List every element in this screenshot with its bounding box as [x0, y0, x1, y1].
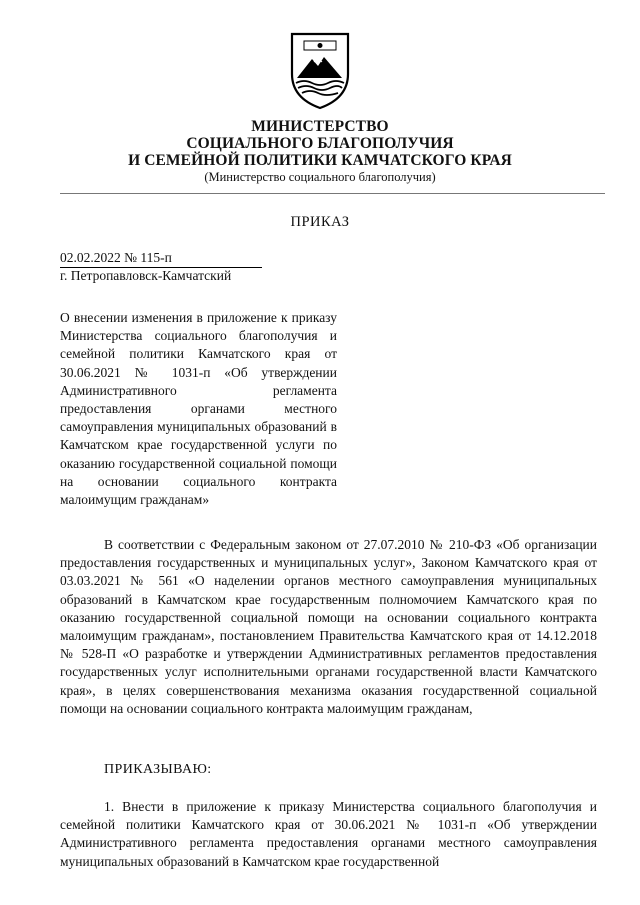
- header-divider: [60, 193, 605, 194]
- organization-name-line-2: СОЦИАЛЬНОГО БЛАГОПОЛУЧИЯ: [186, 135, 454, 152]
- order-word: ПРИКАЗЫВАЮ:: [104, 762, 212, 777]
- organization-short-name: (Министерство социального благополучия): [204, 170, 436, 184]
- organization-name-line-3: И СЕМЕЙНОЙ ПОЛИТИКИ КАМЧАТСКОГО КРАЯ: [128, 152, 512, 169]
- document-subject: О внесении изменения в приложение к приказу Министерства социального благополучия и семейной политики Камчатского края от 30.06.2021 № 1031-п «Об утверждении Административного регламента предоставления органами местного самоуправления муниципальных образований в Камчатском крае государственной услуги по оказанию государственной социальной помощи на основании социального контракта малоимущим гражданам»: [60, 310, 337, 508]
- place-of-issue: г. Петропавловск-Камчатский: [60, 268, 232, 283]
- preamble-paragraph: В соответствии с Федеральным законом от 27.07.2010 № 210-ФЗ «Об организации предоставления государственных и муниципальных услуг», Законом Камчатского края от 03.03.2021 № 561 «О наделении органов местного самоуправления муниципальных образований в Камчатском крае государственным полномочием Камчатского края по оказанию государственной социальной помощи на основании социального контракта малоимущим гражданам», постановлением Правительства Камчатского края от 14.12.2018 № 528-П «О разработке и утверждении Административных регламентов предоставления государственных услуг исполнительными органами государственной власти Камчатского края», в целях совершенствования механизма оказания государственной социальной помощи на основании социального контракта малоимущим гражданам,: [60, 537, 597, 716]
- document-type-title: ПРИКАЗ: [290, 214, 350, 230]
- order-item-1: 1. Внести в приложение к приказу Министерства социального благополучия и семейной политики Камчатского края от 30.06.2021 № 1031-п «Об утверждении Административного регламента предоставления органами местного самоуправления муниципальных образований в Камчатском крае государственной: [60, 799, 597, 869]
- date-number: 02.02.2022 № 115-п: [60, 250, 262, 268]
- coat-of-arms-icon: [284, 28, 356, 112]
- organization-name-line-1: МИНИСТЕРСТВО: [251, 118, 389, 135]
